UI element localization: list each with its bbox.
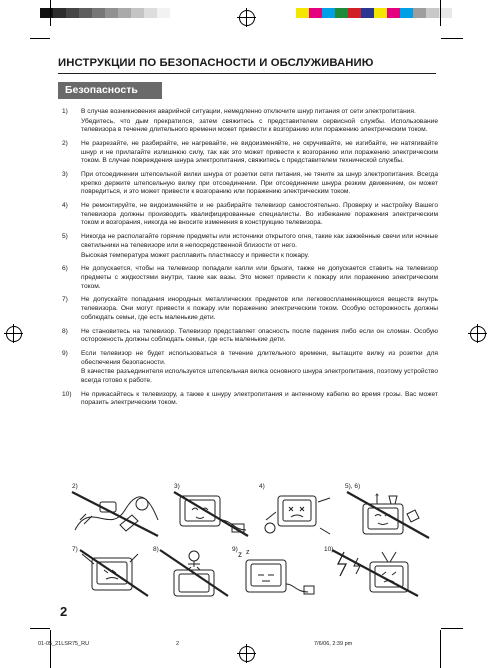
item-paragraph: Не ремонтируйте, не видоизменяйте и не разбирайте телевизор самостоятельно. Проверку и настройку Вашего телевизора должны производить квалифицированные специалисты. Во избежание поражения электрическим током и возгорания, никогда не вносите изменения в конструкцию телевизора. xyxy=(81,202,438,227)
illustration-label: 8) xyxy=(153,546,159,553)
gray-swatch xyxy=(118,8,131,18)
crop-mark xyxy=(50,0,51,26)
unplug-cord-illustration xyxy=(172,490,252,540)
color-swatch xyxy=(348,8,361,18)
no-repair-illustration xyxy=(258,490,338,540)
item-paragraph: Не разрезайте, не разбирайте, не нагревайте, не видоизменяйте, не скручивайте, не изгибайте, не натягивайте шнур и не прилагайте излишнюю силу, так как это может привести к возгоранию или поражению электрическим током. В случае повреждения шнура электропитания, свяжитесь с представителем технической службы. xyxy=(81,140,438,165)
no-touch-storm-illustration xyxy=(330,548,420,598)
registration-mark-icon xyxy=(470,326,486,342)
footer-page: 2 xyxy=(176,641,180,647)
color-swatch xyxy=(387,8,400,18)
item-paragraph: В качестве разъединителя используется штепсельная вилка основного шнура электропитания, поэтому устройство всегда готово к работе. xyxy=(81,368,438,384)
gray-swatch xyxy=(40,8,53,18)
safety-item xyxy=(62,296,438,323)
safety-item xyxy=(62,202,438,229)
safety-list xyxy=(62,108,438,413)
illustration-label: 2) xyxy=(72,483,78,490)
item-text xyxy=(81,296,438,323)
color-swatch xyxy=(309,8,322,18)
item-paragraph: Не допускайте попадания инородных металлических предметов или легковоспламеняющихся веществ внутрь телевизора. Они могут привести к пожару или поражению электрическим током. Особую осторожность должны соблюдать семьи, где есть маленькие дети. xyxy=(81,296,438,321)
registration-mark-icon xyxy=(239,646,255,662)
no-objects-inside-illustration xyxy=(78,548,150,598)
safety-item xyxy=(62,140,438,167)
item-paragraph: Не допускается, чтобы на телевизор попадали капли или брызги, также не допускается ставить на телевизор предметы с жидкостями внутри, такие как вазы. Это может привести к пожару или поражению электрическим током. xyxy=(81,265,438,290)
color-swatch xyxy=(400,8,413,18)
svg-text:z: z xyxy=(238,550,242,559)
color-bar xyxy=(296,8,452,18)
safety-item xyxy=(62,265,438,292)
color-swatch xyxy=(335,8,348,18)
item-text xyxy=(81,171,438,198)
item-text xyxy=(81,328,438,346)
color-swatch xyxy=(374,8,387,18)
registration-mark-icon xyxy=(6,326,22,342)
color-swatch xyxy=(296,8,309,18)
item-paragraph: Никогда не располагайте горячие предметы или источники открытого огня, такие как зажжённые свечи или ночные светильники на телевизоре или в непосредственной близости от него. xyxy=(81,233,438,249)
item-text xyxy=(81,202,438,229)
crop-mark xyxy=(440,630,441,668)
color-swatch xyxy=(426,8,439,18)
item-paragraph: В случае возникновения аварийной ситуации, немедленно отключите шнур питания от сети электропитания. xyxy=(81,108,416,115)
illustration-label: 9) xyxy=(232,546,238,553)
crop-mark xyxy=(30,628,50,629)
item-number: 6) xyxy=(62,265,68,273)
item-number: 3) xyxy=(62,171,68,179)
crop-mark xyxy=(440,0,441,26)
gray-swatch xyxy=(105,8,118,18)
item-text xyxy=(81,108,438,136)
gray-swatch xyxy=(66,8,79,18)
crop-mark xyxy=(50,630,51,668)
item-number: 4) xyxy=(62,202,68,210)
gray-swatch xyxy=(53,8,66,18)
gray-swatch xyxy=(157,8,170,18)
item-paragraph: Высокая температура может расплавить пластмассу и привести к пожару. xyxy=(81,251,310,259)
no-standing-illustration xyxy=(158,548,230,598)
item-paragraph: Не прикасайтесь к телевизору, а также к шнуру электропитания и антенному кабелю во время грозы. Вас может поразить электрическим током. xyxy=(81,390,438,407)
item-number: 8) xyxy=(62,327,68,335)
unplug-long-absence-illustration xyxy=(238,548,318,598)
grayscale-bar xyxy=(40,8,170,18)
item-number: 9) xyxy=(62,350,68,358)
gray-swatch xyxy=(79,8,92,18)
illustration-label: 7) xyxy=(72,546,78,553)
safety-item xyxy=(62,391,438,409)
footer-file: 01-05_21LSR75_RU xyxy=(38,641,90,647)
item-text xyxy=(81,233,438,261)
item-paragraph: Убедитесь, что дым прекратился, затем свяжитесь с представителем сервисной службы. Использование телевизора в течение длительного времени может привести к возгоранию или поражению электрическим током. xyxy=(81,117,438,134)
item-text xyxy=(81,265,438,292)
footer-date: 7/6/06, 2:39 pm xyxy=(314,641,353,647)
color-swatch xyxy=(322,8,335,18)
gray-swatch xyxy=(144,8,157,18)
page-number: 2 xyxy=(60,604,68,619)
illustration-label: 4) xyxy=(259,483,265,490)
illustration-label: 3) xyxy=(174,483,180,490)
item-number: 2) xyxy=(62,140,68,148)
gray-swatch xyxy=(92,8,105,18)
title-rule xyxy=(58,73,436,74)
section-heading: Безопасность xyxy=(58,82,162,99)
item-text xyxy=(81,350,438,386)
cord-damage-illustration xyxy=(70,490,162,540)
item-number: 10) xyxy=(62,390,72,398)
safety-item xyxy=(62,233,438,261)
item-number: 7) xyxy=(62,296,68,304)
gray-swatch xyxy=(131,8,144,18)
illustration-label: 10) xyxy=(324,546,334,553)
item-number: 5) xyxy=(62,233,68,241)
color-swatch xyxy=(361,8,374,18)
item-paragraph: При отсоединении штепсельной вилки шнура от розетки сети питания, не тяните за шнур электропитания. Всегда крепко держите штепсельную вилку при отсоединении. При отсоединении шнура резким движением, он может повредиться, и это может привести к возгоранию или поражению электрическим током. xyxy=(81,171,438,196)
item-text xyxy=(81,391,438,409)
crop-mark xyxy=(441,38,463,39)
color-swatch xyxy=(413,8,426,18)
item-text xyxy=(81,140,438,167)
crop-mark xyxy=(30,38,50,39)
crop-mark xyxy=(441,628,463,629)
safety-item xyxy=(62,350,438,386)
item-paragraph: Если телевизор не будет использоваться в течение длительного времени, вытащите вилку из розетки для обеспечения безопасности. xyxy=(81,350,438,366)
safety-item xyxy=(62,108,438,136)
page-title: ИНСТРУКЦИИ ПО БЕЗОПАСНОСТИ И ОБСЛУЖИВАНИЮ xyxy=(58,57,374,69)
svg-text:z: z xyxy=(246,549,250,556)
item-number: 1) xyxy=(62,108,68,115)
safety-item xyxy=(62,328,438,346)
no-fire-liquid-illustration xyxy=(345,490,433,540)
registration-mark-icon xyxy=(239,10,255,26)
item-paragraph: Не становитесь на телевизор. Телевизор представляет опасность после падения либо если он сломан. Особую осторожность должны соблюдать семьи, где есть маленькие дети. xyxy=(81,327,438,344)
safety-item xyxy=(62,171,438,198)
illustration-label: 5), 6) xyxy=(345,483,361,490)
